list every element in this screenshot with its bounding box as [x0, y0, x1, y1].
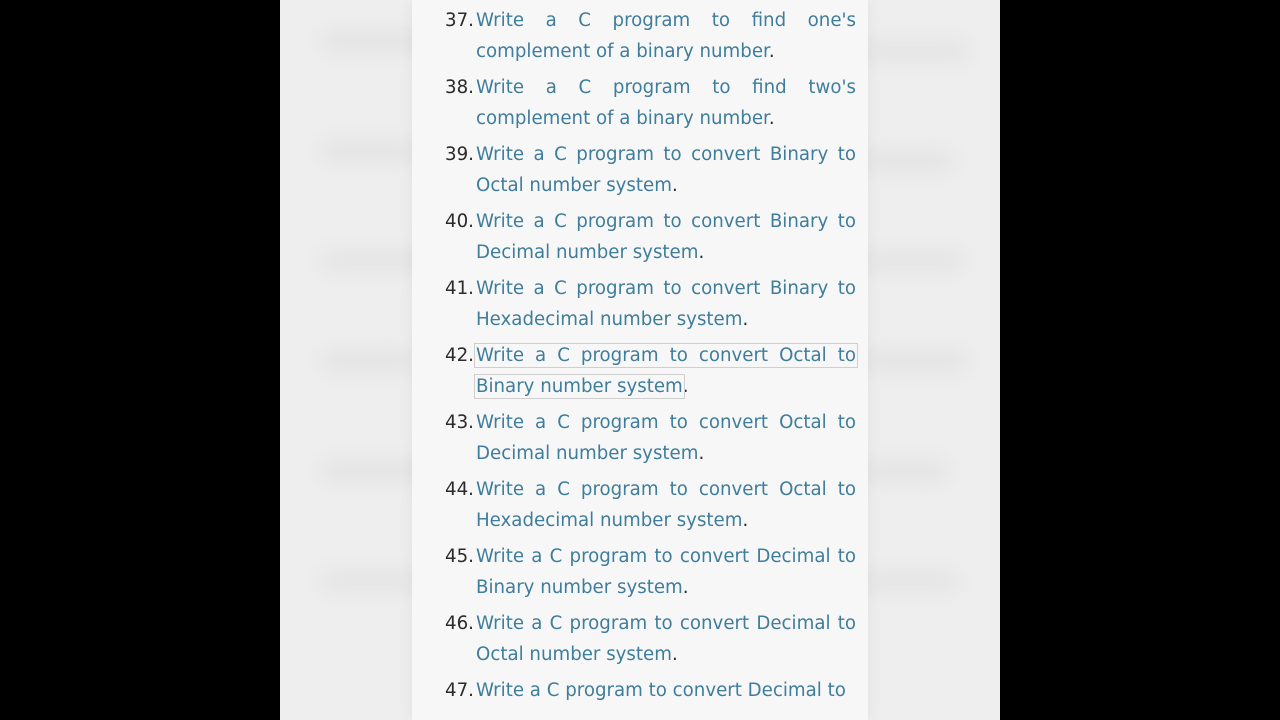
list-item: [412, 609, 868, 676]
program-link[interactable]: Write a C program to convert Binary to Decimal number system: [476, 211, 856, 263]
program-link[interactable]: Write a C program to convert Decimal to Binary number system: [476, 546, 856, 598]
item-number: 37.: [445, 10, 474, 31]
list-item: [412, 73, 868, 140]
video-frame: [280, 0, 1000, 720]
period: .: [682, 576, 689, 598]
article-page: [412, 0, 868, 720]
list-item: [412, 408, 868, 475]
program-link[interactable]: Write a C program to convert Octal to Decimal number system: [476, 412, 856, 464]
list-item: [412, 475, 868, 542]
list-item: [412, 542, 868, 609]
period: .: [698, 442, 705, 464]
list-item: [412, 274, 868, 341]
item-number: 41.: [445, 278, 474, 299]
list-item: [412, 6, 868, 73]
program-link[interactable]: Write a C program to convert Octal to Hexadecimal number system: [476, 479, 856, 531]
period: .: [698, 241, 705, 263]
period: .: [768, 107, 775, 129]
item-number: 46.: [445, 613, 474, 634]
period: .: [682, 375, 689, 397]
list-item-focused: [412, 341, 868, 408]
period: .: [671, 174, 678, 196]
program-link[interactable]: Write a C program to find two's complement of a binary number: [476, 77, 856, 129]
item-number: 47.: [445, 680, 474, 701]
list-item: [412, 207, 868, 274]
item-number: 45.: [445, 546, 474, 567]
item-number: 39.: [445, 144, 474, 165]
program-link[interactable]: Write a C program to convert Decimal to Octal number system: [476, 613, 856, 665]
period: .: [671, 643, 678, 665]
list-item: [412, 140, 868, 207]
item-number: 44.: [445, 479, 474, 500]
program-list: [412, 6, 868, 720]
list-item: [412, 676, 868, 720]
period: .: [768, 40, 775, 62]
item-number: 42.: [445, 345, 474, 366]
item-number: 43.: [445, 412, 474, 433]
period: .: [742, 509, 749, 531]
program-link[interactable]: Write a C program to convert Decimal to: [476, 680, 846, 701]
program-link[interactable]: Write a C program to convert Octal to Binary number system: [476, 345, 856, 397]
program-link[interactable]: Write a C program to convert Binary to Hexadecimal number system: [476, 278, 856, 330]
item-number: 38.: [445, 77, 474, 98]
period: .: [742, 308, 749, 330]
item-number: 40.: [445, 211, 474, 232]
program-link[interactable]: Write a C program to convert Binary to Octal number system: [476, 144, 856, 196]
program-link[interactable]: Write a C program to find one's complement of a binary number: [476, 10, 856, 62]
